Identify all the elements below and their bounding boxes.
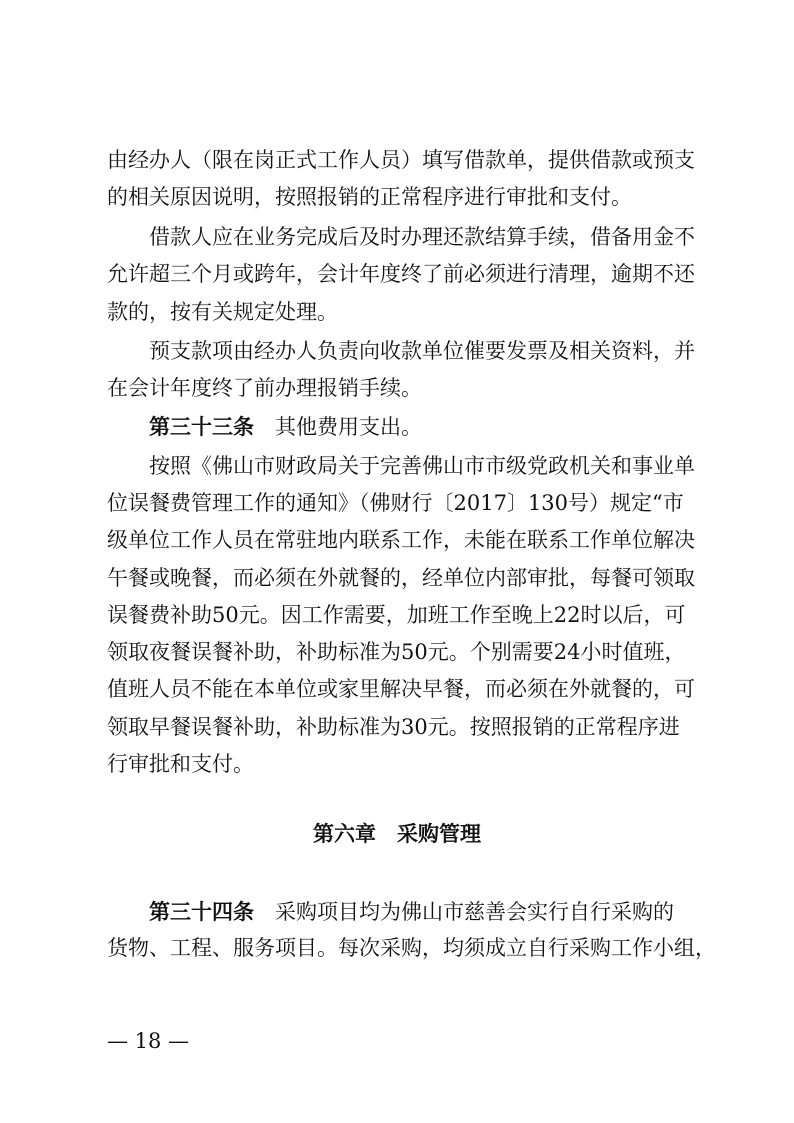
- text-line: 领取早餐误餐补助，补助标准为30元。按照报销的正常程序进: [107, 715, 680, 739]
- article-number: 第三十三条: [149, 414, 254, 439]
- text-line: 预支款项由经办人负责向收款单位催要发票及相关资料，并: [149, 339, 695, 363]
- text-line: 的相关原因说明，按照报销的正常程序进行审批和支付。: [107, 185, 632, 209]
- article-number: 第三十四条: [149, 899, 254, 924]
- text-line: 领取夜餐误餐补助，补助标准为50元。个别需要24小时值班，: [107, 640, 686, 664]
- page-number: — 18 —: [107, 1029, 190, 1053]
- text-line: 由经办人（限在岗正式工作人员）填写借款单，提供借款或预支: [107, 148, 695, 172]
- text-line: 货物、工程、服务项目。每次采购，均须成立自行采购工作小组，: [107, 936, 716, 960]
- text-line: 允许超三个月或跨年，会计年度终了前必须进行清理，逾期不还: [107, 262, 695, 286]
- chapter-heading: 第六章 采购管理: [313, 822, 481, 846]
- text-line: 值班人员不能在本单位或家里解决早餐，而必须在外就餐的，可: [107, 677, 695, 701]
- text-line: 误餐费补助50元。因工作需要，加班工作至晚上22时以后，可: [107, 603, 686, 627]
- text-line: 按照《佛山市财政局关于完善佛山市市级党政机关和事业单: [149, 454, 695, 478]
- text-line: 午餐或晚餐，而必须在外就餐的，经单位内部审批，每餐可领取: [107, 566, 695, 590]
- text-line: 款的，按有关规定处理。: [107, 300, 338, 324]
- text-line: 借款人应在业务完成后及时办理还款结算手续，借备用金不: [149, 225, 695, 249]
- text-line: 级单位工作人员在常驻地内联系工作，未能在联系工作单位解决: [107, 528, 695, 552]
- article-text: 其他费用支出。: [275, 415, 422, 439]
- text-line: 在会计年度终了前办理报销手续。: [107, 376, 422, 400]
- article-text: 采购项目均为佛山市慈善会实行自行采购的: [275, 900, 674, 924]
- text-line: 位误餐费管理工作的通知》（佛财行〔2017〕130号）规定“市: [107, 491, 684, 515]
- article-34: [149, 893, 697, 931]
- text-line: 行审批和支付。: [107, 752, 254, 776]
- article-33: [149, 408, 697, 446]
